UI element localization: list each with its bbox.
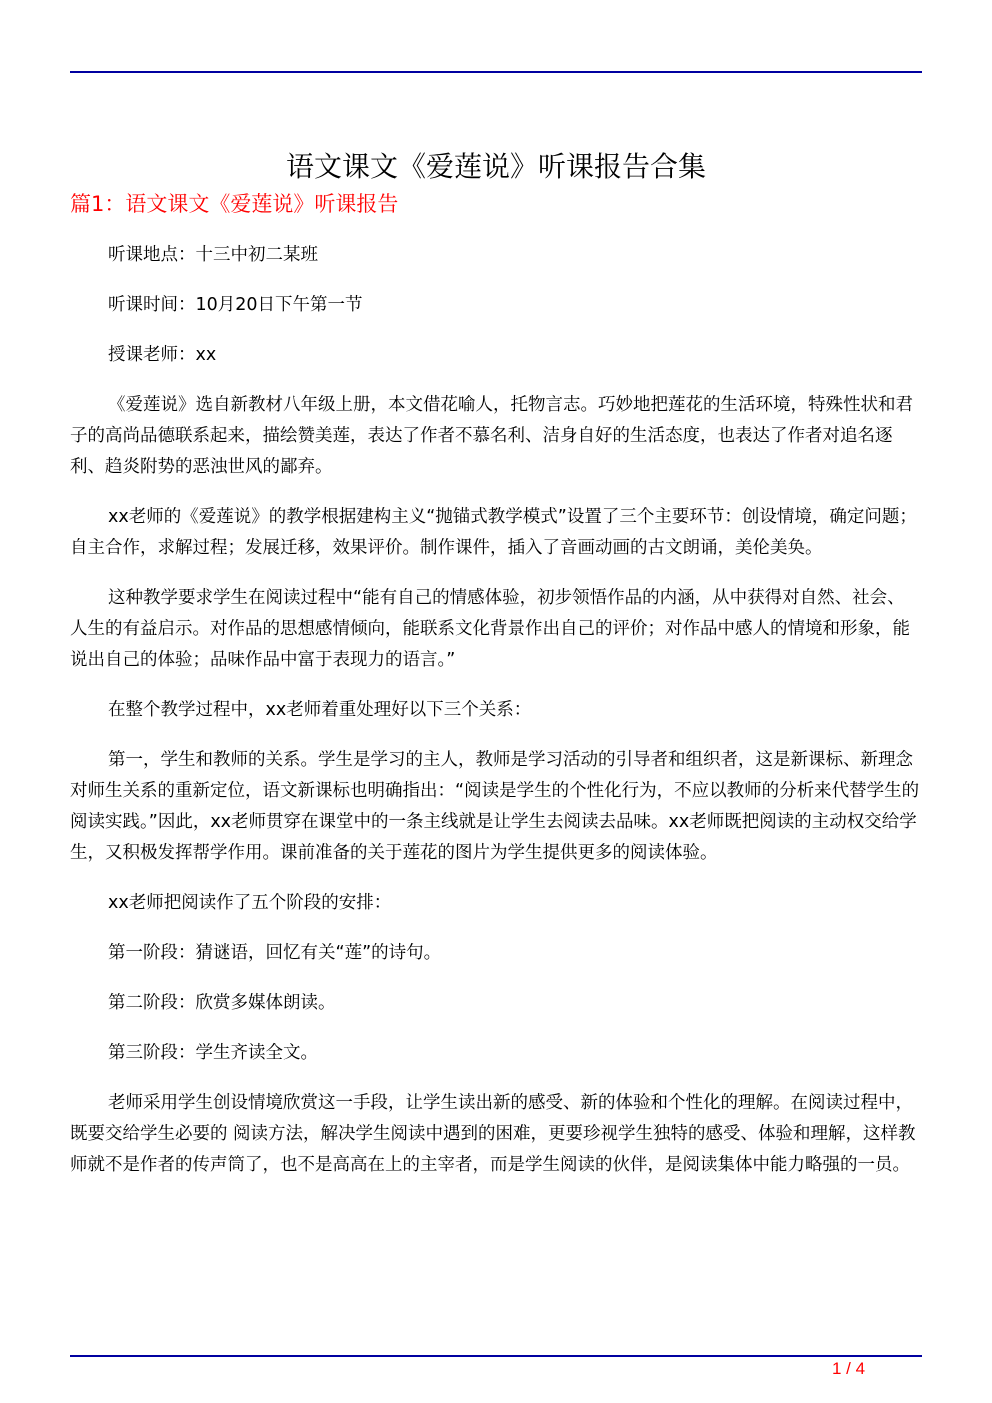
section-heading: 篇1：语文课文《爱莲说》听课报告: [70, 192, 399, 216]
paragraph: xx老师的《爱莲说》的教学根据建构主义“抛锚式教学模式”设置了三个主要环节：创设情境，确定问题；自主合作，求解过程；发展迁移，效果评价。制作课件，插入了音画动画的古文朗诵，美伦美奂。: [70, 507, 917, 558]
paragraph: 《爱莲说》选自新教材八年级上册，本文借花喻人，托物言志。巧妙地把莲花的生活环境，特殊性状和君子的高尚品德联系起来，描绘赞美莲，表达了作者不慕名利、洁身自好的生活态度，也表达了作者对追名逐利、趋炎附势的恶浊世风的鄙弃。: [70, 395, 913, 477]
document-body: [70, 240, 922, 1200]
info-time: 听课时间：10月20日下午第一节: [108, 295, 363, 315]
document-title: 语文课文《爱莲说》听课报告合集: [285, 149, 706, 183]
paragraph: 这种教学要求学生在阅读过程中“能有自己的情感体验，初步领悟作品的内涵，从中获得对自然、社会、人生的有益启示。对作品的思想感情倾向，能联系文化背景作出自己的评价；对作品中感人的情境和形象，能说出自己的体验；品味作品中富于表现力的语言。”: [70, 588, 910, 670]
footer-rule: [70, 1355, 922, 1357]
page-indicator: 1 / 4: [832, 1359, 866, 1378]
info-teacher: 授课老师：xx: [108, 345, 217, 365]
stage-item: 第三阶段：学生齐读全文。: [108, 1043, 318, 1063]
paragraph: 第一，学生和教师的关系。学生是学习的主人，教师是学习活动的引导者和组织者，这是新课标、新理念对师生关系的重新定位，语文新课标也明确指出：“阅读是学生的个性化行为，不应以教师的分析来代替学生的阅读实践。”因此，xx老师贯穿在课堂中的一条主线就是让学生去阅读去品味。xx老师既把阅读的主动权交给学生，又积极发挥帮学作用。课前准备的关于莲花的图片为学生提供更多的阅读体验。: [70, 750, 920, 863]
info-location: 听课地点：十三中初二某班: [108, 245, 318, 265]
header-rule: [70, 71, 922, 73]
paragraph: 老师采用学生创设情境欣赏这一手段，让学生读出新的感受、新的体验和个性化的理解。在阅读过程中，既要交给学生必要的 阅读方法，解决学生阅读中遇到的困难，更要珍视学生独特的感受、体验和理解，这样教师就不是作者的传声筒了，也不是高高在上的主宰者，而是学生阅读的伙伴，是阅读集体中能力略强的一员。: [70, 1093, 916, 1175]
paragraph: 在整个教学过程中，xx老师着重处理好以下三个关系：: [108, 700, 532, 720]
paragraph: xx老师把阅读作了五个阶段的安排：: [108, 893, 392, 913]
stage-item: 第一阶段：猜谜语，回忆有关“莲”的诗句。: [108, 943, 442, 963]
stage-item: 第二阶段：欣赏多媒体朗读。: [108, 993, 336, 1013]
